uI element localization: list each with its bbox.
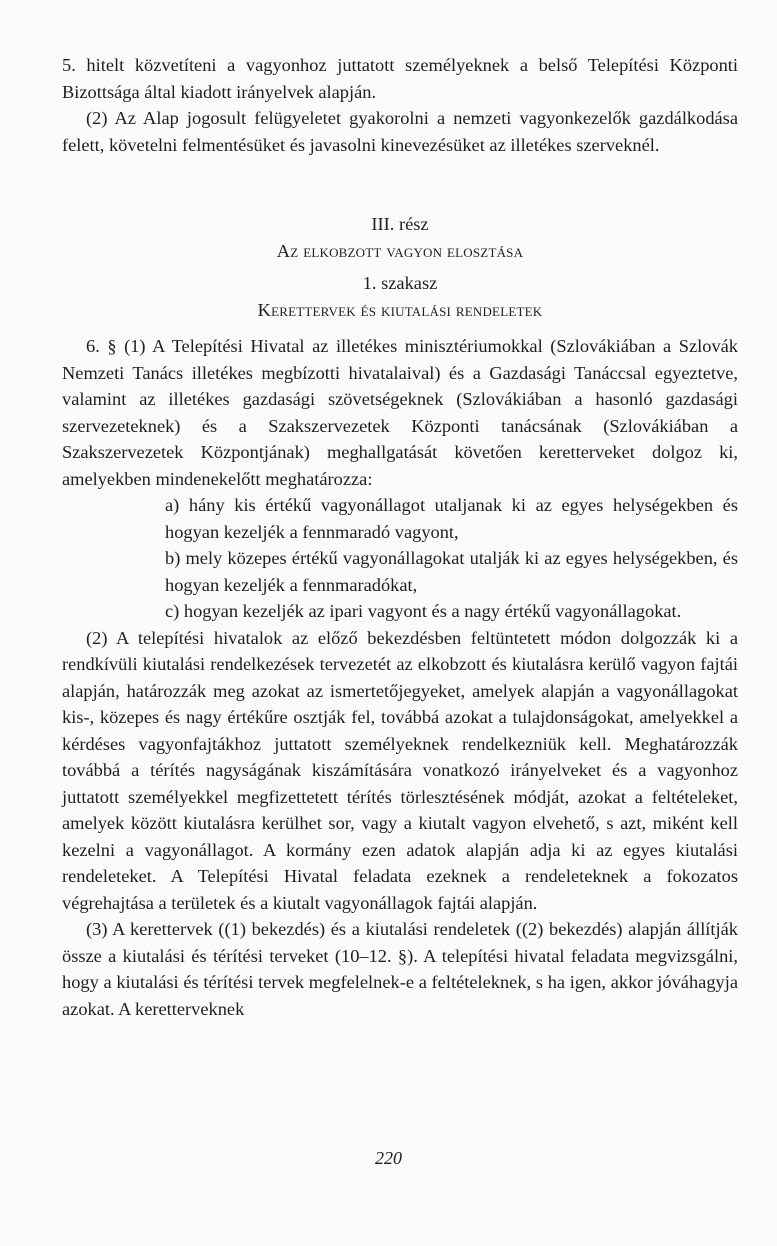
list-item-a: a) hány kis értékű vagyonállagot utaljanak ki az egyes helységekben és hogyan kezeljék a fennmaradó vagyont, (165, 495, 738, 542)
paragraph-6-subsection-2: (2) A telepítési hivatalok az előző bekezdésben feltüntetett módon dolgozzák ki a rendkívüli kiutalási rendelkezések tervezetét az elkobzott és kiutalásra kerülő vagyon fajtái alapján, határozzák meg azokat az ismertetőjegyeket, amelyek alapján a vagyonállagokat kis-, közepes és nagy értékűre osztják fel, továbbá azokat a tulajdonságokat, amelyekkel a kérdéses vagyonfajtákhoz juttatott személyeknek rendelkezniük kell. Meghatározzák továbbá a térítés nagyságának kiszámítására vonatkozó irányelveket és a vagyonhoz juttatott személyekkel megfizettetett térítés törlesztésének módját, azokat a feltételeket, amelyek között kiutalásra kerülhet sor, vagy a kiutalt vagyon elvehető, s azt, miként kell kezelni a vagyonállagot. A kormány ezen adatok alapján adja ki az egyes kiutalási rendeleteket. A Telepítési Hivatal feladata ezeknek a rendeleteknek a fokozatos végrehajtása a területek és a kiutalt vagyonállagok fajtái alapján. (62, 627, 738, 913)
paragraph-continuation: 5. hitelt közvetíteni a vagyonhoz juttatott személyeknek a belső Telepítési Központi Bizottsága által kiadott irányelvek alapján. (62, 55, 738, 102)
paragraph-6-intro: 6. § (1) A Telepítési Hivatal az illetékes minisztériumokkal (Szlovákiában a Szlovák Nemzeti Tanács illetékes megbízotti hivatalaival) és a Gazdasági Tanáccsal egyeztetve, valamint az illetékes gazdasági szövetségeknek (Szlovákiában a hasonló gazdasági szervezeteknek) és a Szakszervezetek Központi tanácsának (Szlovákiában a Szakszervezetek Központjának) meghallgatását követően kerettervеket dolgoz ki, amelyekben mindenekelőtt meghatározza: (62, 336, 738, 489)
list-item-c: c) hogyan kezeljék az ipari vagyont és a nagy értékű vagyonállagokat. (165, 601, 682, 621)
part-title: Az elkobzott vagyon elosztása (276, 240, 524, 261)
page-number: 220 (375, 1148, 402, 1168)
section-number: 1. szakasz (362, 273, 438, 293)
paragraph-6-subsection-3: (3) A kerettervek ((1) bekezdés) és a kiutalási rendeletek ((2) bekezdés) alapján állítják össze a kiutalási és térítési terveket (10–12. §). A telepítési hivatal feladata megvizsgálni, hogy a kiutalási és térítési tervek megfelelnek-e a feltételeknek, s ha igen, akkor jóváhagyja azokat. A kerettervеknek (62, 919, 738, 1019)
paragraph-subsection-2: (2) Az Alap jogosult felügyeletet gyakorolni a nemzeti vagyonkezelők gazdálkodása felett, követelni felmentésüket és javasolni kinevezésüket az illetékes szerveknél. (62, 108, 738, 155)
part-number: III. rész (371, 214, 429, 234)
body-text (62, 52, 738, 1022)
list-item-b: b) mely közepes értékű vagyonállagokat utalják ki az egyes helységekben, és hogyan kezeljék a fennmaradókat, (165, 548, 738, 595)
section-title: Kerettervek és kiutalási rendeletek (257, 299, 543, 320)
